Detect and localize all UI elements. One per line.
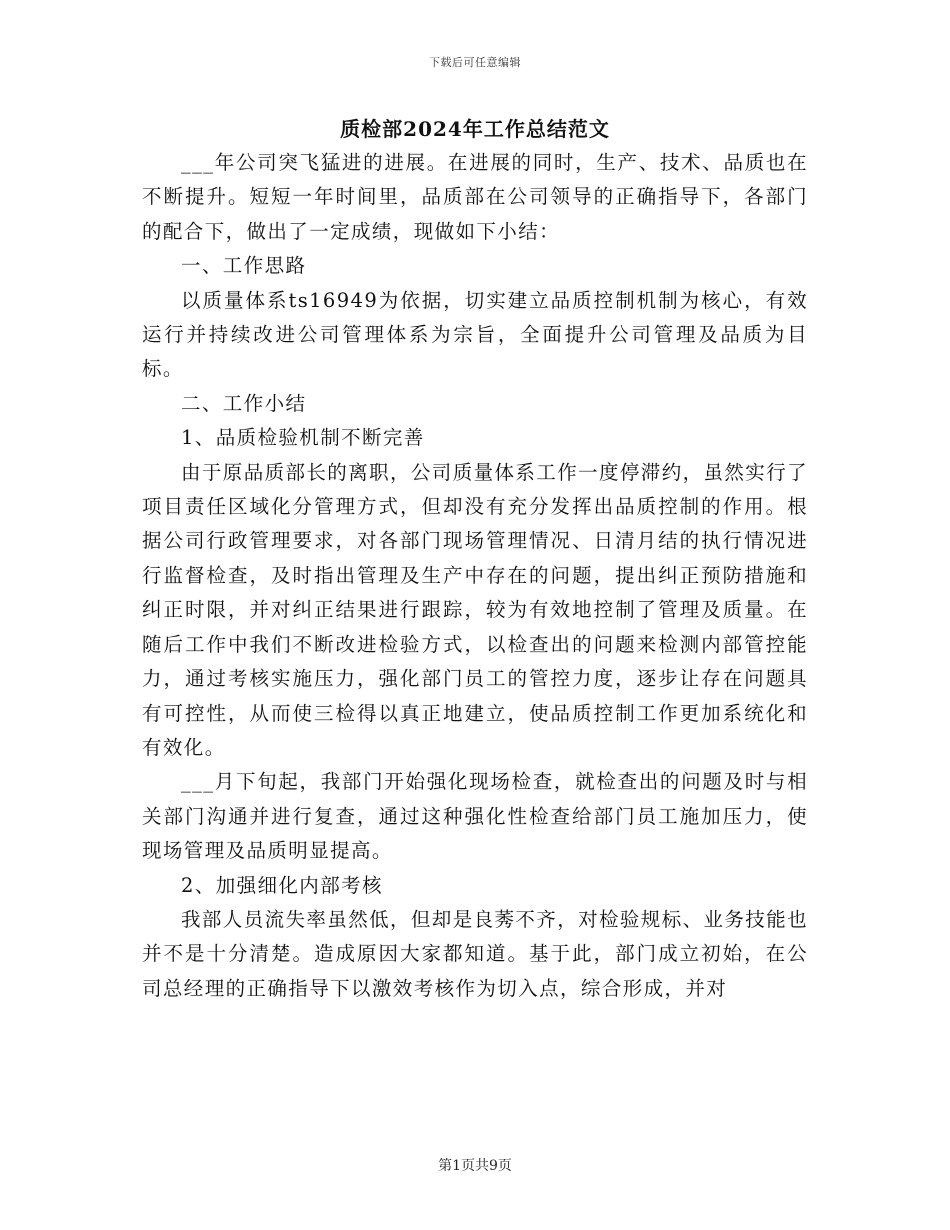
paragraph-intro: ___年公司突飞猛进的进展。在进展的同时，生产、技术、品质也在不断提升。短短一年时间里，品质部在公司领导的正确指导下，各部门的配合下，做出了一定成绩，现做如下小结： [142, 151, 808, 243]
heading-work-summary: 二、工作小结 [181, 391, 307, 415]
paragraph-site-inspection: ___月下旬起，我部门开始强化现场检查，就检查出的问题及时与相关部门沟通并进行复查，通过这种强化性检查给部门员工施加压力，使现场管理及品质明显提高。 [142, 770, 808, 863]
subheading-inspection-mechanism: 1、品质检验机制不断完善 [181, 426, 425, 450]
document-title: 质检部2024年工作总结范文 [340, 117, 610, 141]
page-footer: 第1页共9页 [438, 1158, 512, 1174]
subheading-internal-assessment: 2、加强细化内部考核 [181, 873, 383, 897]
document-body [142, 146, 808, 1006]
paragraph-inspection-mechanism: 由于原品质部长的离职，公司质量体系工作一度停滞约，虽然实行了项目责任区域化分管理方式，但却没有充分发挥出品质控制的作用。根据公司行政管理要求，对各部门现场管理情况、日清月结的执行情况进行监督检查，及时指出管理及生产中存在的问题，提出纠正预防措施和纠正时限，并对纠正结果进行跟踪，较为有效地控制了管理及质量。在随后工作中我们不断改进检验方式，以检查出的问题来检测内部管控能力，通过考核实施压力，强化部门员工的管控力度，逐步让存在问题具有可控性，从而使三检得以真正地建立，使品质控制工作更加系统化和有效化。 [142, 460, 809, 759]
paragraph-work-thinking: 以质量体系ts16949为依据，切实建立品质控制机制为核心，有效运行并持续改进公司管理体系为宗旨，全面提升公司管理及品质为目标。 [142, 288, 808, 381]
header-note: 下载后可任意编辑 [429, 56, 521, 69]
heading-work-thinking: 一、工作思路 [181, 254, 307, 278]
paragraph-internal-assessment: 我部人员流失率虽然低，但却是良莠不齐，对检验规标、业务技能也并不是十分清楚。造成原因大家都知道。基于此，部门成立初始，在公司总经理的正确指导下以激效考核作为切入点，综合形成，并对 [142, 907, 809, 1000]
